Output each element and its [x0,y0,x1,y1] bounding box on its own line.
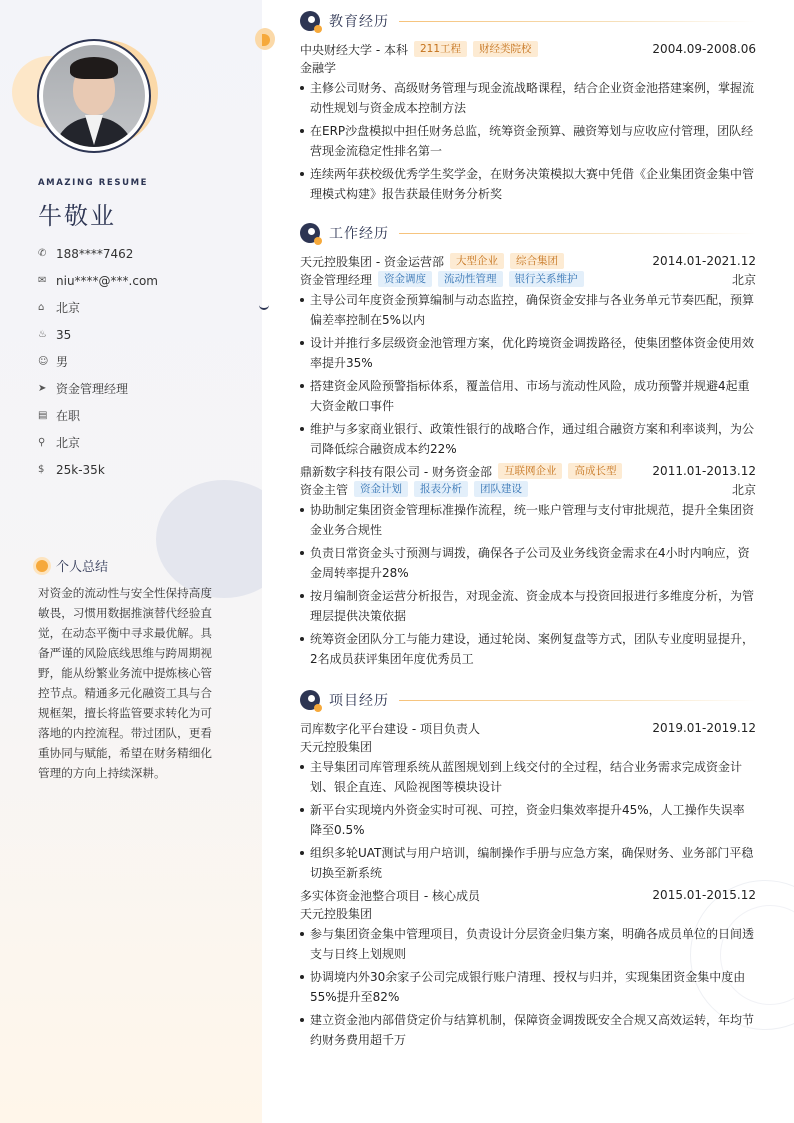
list-item: 搭建资金风险预警指标体系，覆盖信用、市场与流动性风险，成功预警并规避4起重大资金敞口事件 [300,376,756,416]
gender-icon: ☺ [38,356,49,367]
list-item: 建立资金池内部借贷定价与结算机制，保障资金调拨既安全合规又高效运转，年均节约财务费用超千万 [300,1010,756,1050]
contact-info-item [38,267,158,294]
sidebar [0,0,262,1123]
list-item: 维护与多家商业银行、政策性银行的战略合作，通过组合融资方案和利率谈判，为公司降低综合融资成本约22% [300,419,756,459]
job-bullets [300,500,756,669]
major: 金融学 [300,60,337,75]
company-tag: 大型企业 [450,253,504,269]
contact-info-item [38,402,158,429]
contact-info-text: 北京 [56,436,81,450]
company-name: 天元控股集团 - 资金运营部 [300,254,444,269]
location-icon: ⚲ [38,437,46,448]
education-date: 2004.09-2008.06 [652,42,756,56]
project-bullets [300,757,756,883]
summary-title: 个人总结 [56,560,109,575]
projects-section [300,689,756,1053]
salary-icon: $ [38,464,45,475]
contact-info-text: 25k-35k [56,462,105,477]
home-icon: ⌂ [38,302,45,313]
work-section [300,222,756,672]
section-icon [300,11,320,31]
section-title: 项目经历 [329,693,389,709]
avatar-photo [43,45,145,147]
project-name: 司库数字化平台建设 - 项目负责人 [300,721,480,736]
tagline: AMAZING RESUME [38,178,149,188]
contact-info-text: 188****7462 [56,246,134,261]
company-tag: 互联网企业 [498,463,563,479]
job-city: 北京 [731,482,756,497]
company-name: 鼎新数字科技有限公司 - 财务资金部 [300,464,492,479]
decorative-circle [156,480,262,598]
phone-icon: ✆ [38,248,47,259]
list-item: 负责日常资金头寸预测与调拨，确保各子公司及业务线资金需求在4小时内响应，资金周转率提升28% [300,543,756,583]
list-item: 设计并推行多层级资金池管理方案，优化跨境资金调拨路径，使集团整体资金使用效率提升35% [300,333,756,373]
job-role: 资金管理经理 [300,272,373,287]
section-heading [300,689,756,711]
major-row [300,58,756,76]
list-item: 按月编制资金运营分析报告，对现金流、资金成本与投资回报进行多维度分析，为管理层提供决策依据 [300,586,756,626]
project-date: 2015.01-2015.12 [652,888,756,902]
list-item: 组织多轮UAT测试与用户培训，编制操作手册与应急方案，确保财务、业务部门平稳切换至新系统 [300,843,756,883]
section-title: 工作经历 [329,226,389,242]
project-bullets [300,924,756,1050]
contact-info-text: 在职 [56,409,81,423]
job-entry [300,252,756,459]
section-heading [300,222,756,244]
contact-info-item [38,294,158,321]
briefcase-icon: ▤ [38,410,48,421]
job-role: 资金主管 [300,482,349,497]
decorative-arc [259,300,269,310]
school-tag: 211工程 [414,41,467,57]
mail-icon: ✉ [38,275,47,286]
list-item: 统筹资金团队分工与能力建设，通过轮岗、案例复盘等方式，团队专业度明显提升，2名成员获评集团年度优秀员工 [300,629,756,669]
company-tag: 综合集团 [510,253,564,269]
contact-info-text: 35 [56,327,72,342]
project-date: 2019.01-2019.12 [652,721,756,735]
list-item: 主导公司年度资金预算编制与动态监控，确保资金安排与各业务单元节奏匹配，预算偏差率控制在5%以内 [300,290,756,330]
summary-text: 对资金的流动性与安全性保持高度敏畏，习惯用数据推演替代经验直觉，在动态平衡中寻求最优解。具备严谨的风险底线思维与跨周期视野，能从纷繁业务流中提炼核心管控节点。精通多元化融资工具与合规框架，擅长将监管要求转化为可落地的内控流程。带过团队，更看重协同与赋能，希望在财务精细化管理的方向上持续深耕。 [38,586,212,780]
list-item: 连续两年获校级优秀学生奖学金，在财务决策模拟大赛中凭借《企业集团资金集中管理模式构建》报告获最佳财务分析奖 [300,164,756,204]
role-tag: 报表分析 [414,481,468,497]
job-date: 2014.01-2021.12 [652,254,756,268]
list-item: 协调境内外30余家子公司完成银行账户清理、授权与归并，实现集团资金集中度由55%提升至82% [300,967,756,1007]
role-tag: 资金计划 [354,481,408,497]
section-heading [300,10,756,32]
section-title: 教育经历 [329,14,389,30]
school-tag: 财经类院校 [473,41,538,57]
role-tag: 资金调度 [378,271,432,287]
summary-heading [36,556,108,575]
dot-icon [36,560,48,572]
job-bullets [300,290,756,459]
section-divider [399,21,756,22]
education-entry [300,40,756,58]
project-entry [300,719,756,883]
list-item: 参与集团资金集中管理项目，负责设计分层资金归集方案，明确各成员单位的日间透支与日终上划规则 [300,924,756,964]
project-entry [300,886,756,1050]
education-bullets [300,78,756,204]
contact-info-item [38,321,158,348]
contact-info-item [38,456,158,483]
contact-info-text: 男 [56,355,69,369]
list-item: 主修公司财务、高级财务管理与现金流战略课程，结合企业资金池搭建案例，掌握流动性规划与资金成本控制方法 [300,78,756,118]
contact-info-item [38,348,158,375]
education-section [300,10,756,207]
send-icon: ➤ [38,383,47,394]
job-entry [300,462,756,669]
section-divider [399,700,756,701]
role-tag: 银行关系维护 [509,271,584,287]
cake-icon: ♨ [38,329,47,340]
job-date: 2011.01-2013.12 [652,464,756,478]
list-item: 协助制定集团资金管理标准操作流程，统一账户管理与支付审批规范，提升全集团资金业务合规性 [300,500,756,540]
section-icon [300,223,320,243]
list-item: 新平台实现境内外资金实时可视、可控，资金归集效率提升45%，人工操作失误率降至0.5% [300,800,756,840]
contact-info-list [38,240,158,483]
role-tag: 团队建设 [474,481,528,497]
contact-info-item [38,240,158,267]
company-tag: 高成长型 [568,463,622,479]
contact-info-text: 北京 [56,301,81,315]
contact-info-item [38,429,158,456]
candidate-name: 牛敬业 [38,202,116,230]
list-item: 在ERP沙盘模拟中担任财务总监，统筹资金预算、融资筹划与应收应付管理，团队经营现金流稳定性排名第一 [300,121,756,161]
list-item: 主导集团司库管理系统从蓝图规划到上线交付的全过程，结合业务需求完成资金计划、银企直连、风险视图等模块设计 [300,757,756,797]
section-icon [300,690,320,710]
avatar [37,39,151,153]
job-city: 北京 [731,272,756,287]
project-name: 多实体资金池整合项目 - 核心成员 [300,888,480,903]
project-org: 天元控股集团 [300,739,373,754]
section-divider [399,233,756,234]
contact-info-text: niu****@***.com [56,273,158,288]
contact-info-item [38,375,158,402]
project-org: 天元控股集团 [300,906,373,921]
role-tag: 流动性管理 [438,271,503,287]
school-name: 中央财经大学 - 本科 [300,42,408,57]
contact-info-text: 资金管理经理 [56,382,129,396]
